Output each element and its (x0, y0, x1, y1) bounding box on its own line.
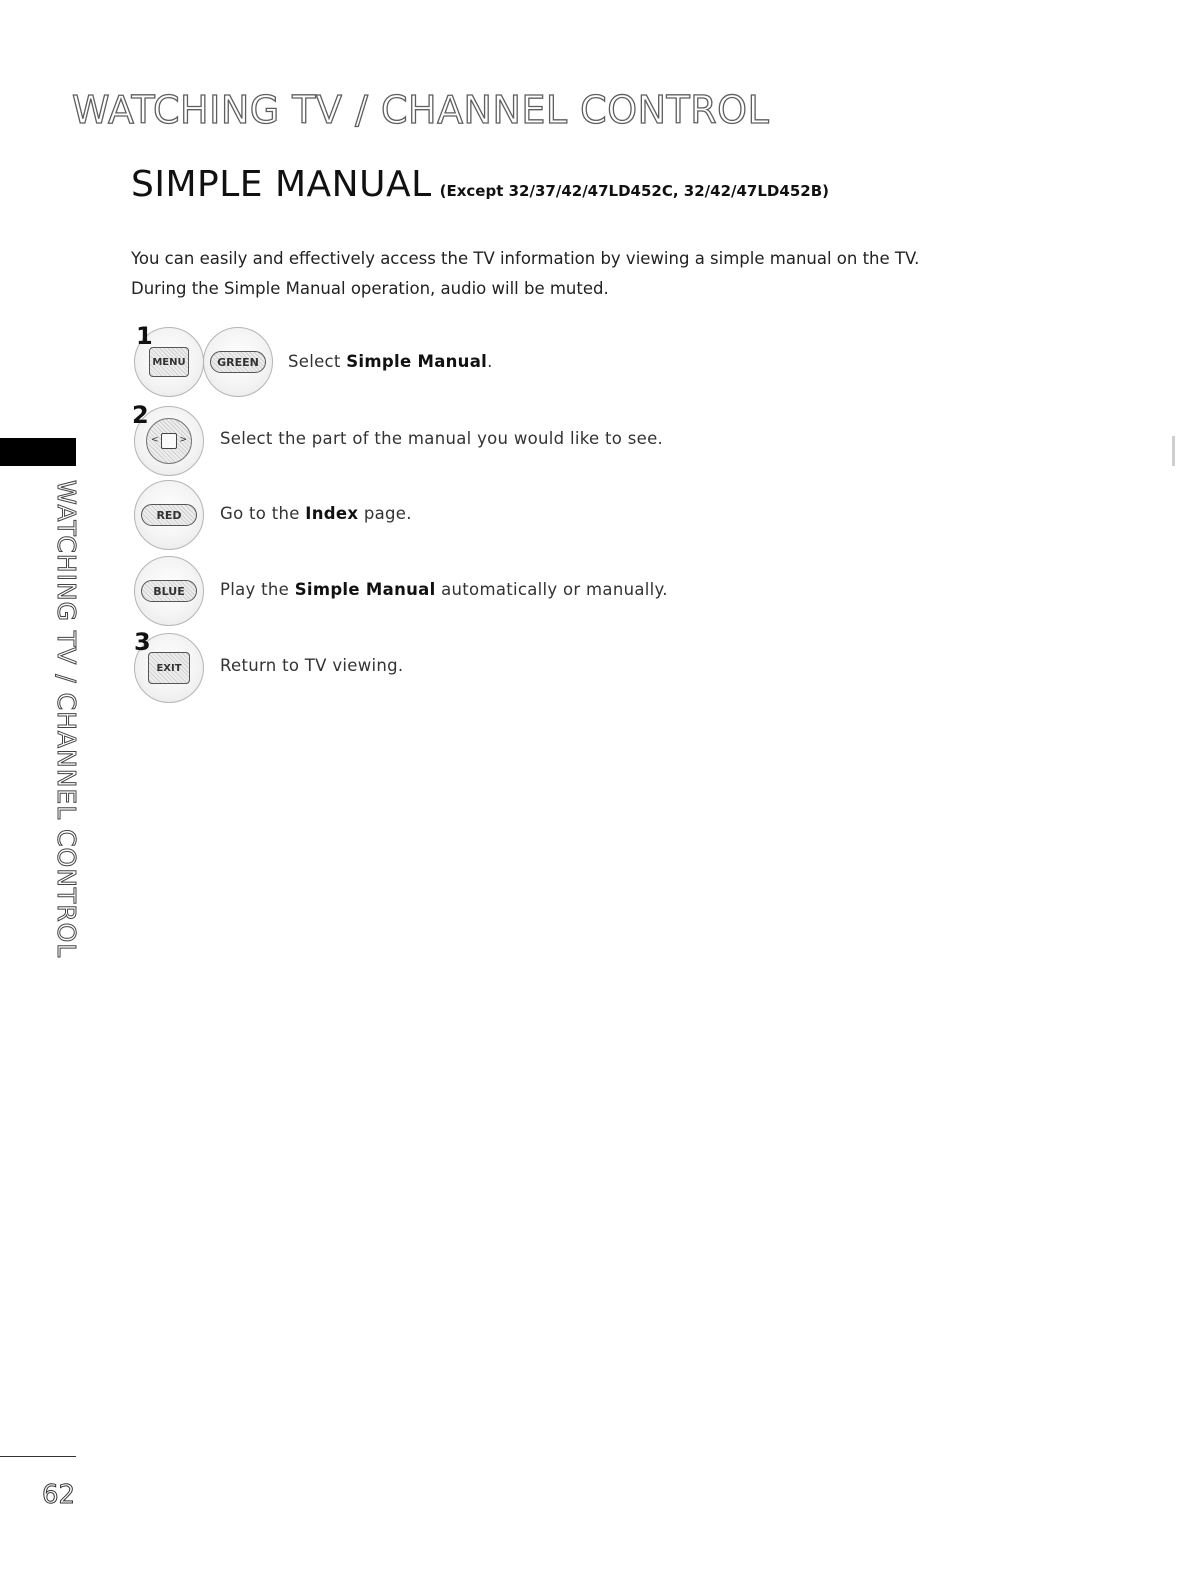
intro-line-1: You can easily and effectively access the TV information by viewing a simple manual on the TV. (131, 249, 920, 268)
intro-line-2: During the Simple Manual operation, audio will be muted. (131, 279, 609, 298)
blue-key-icon: BLUE (141, 580, 197, 602)
side-section-label: WATCHING TV / CHANNEL CONTROL (52, 480, 81, 959)
red-button-circle (134, 480, 204, 550)
step-3-text: Return to TV viewing. (220, 656, 404, 675)
green-button-circle (203, 327, 273, 397)
page-number: 62 (42, 1480, 76, 1510)
step-number-3: 3 (134, 628, 151, 656)
blue-step-text-before: Play the (220, 580, 295, 599)
green-key-icon: GREEN (210, 351, 266, 373)
menu-key-icon: MENU (149, 347, 189, 377)
red-step-text-after: page. (358, 504, 412, 523)
blue-step-text-after: automatically or manually. (435, 580, 668, 599)
navigation-key-icon (146, 418, 192, 464)
step-number-1: 1 (136, 322, 153, 350)
exit-key-icon: EXIT (148, 652, 190, 684)
blue-button-circle (134, 556, 204, 626)
blue-step-text (220, 580, 668, 599)
ok-key-icon (161, 433, 177, 449)
red-step-text-bold: Index (305, 504, 359, 523)
page-heading (131, 164, 829, 205)
intro-paragraph (131, 244, 919, 304)
blue-step-text-bold: Simple Manual (294, 580, 436, 599)
heading-subtitle: (Except 32/37/42/47LD452C, 32/42/47LD452B) (439, 182, 829, 200)
section-title: WATCHING TV / CHANNEL CONTROL (72, 88, 770, 132)
step-1-text-bold: Simple Manual (346, 352, 488, 371)
step-1-text-after: . (487, 352, 493, 371)
step-number-2: 2 (132, 401, 149, 429)
side-tab-marker (0, 438, 76, 466)
red-step-text (220, 504, 412, 523)
step-1-text-before: Select (288, 352, 347, 371)
footer-rule (0, 1456, 76, 1457)
heading-title: SIMPLE MANUAL (131, 164, 432, 205)
step-1-text (288, 352, 493, 371)
left-arrow-icon: < (151, 435, 159, 445)
step-2-text: Select the part of the manual you would like to see. (220, 429, 664, 448)
red-step-text-before: Go to the (220, 504, 306, 523)
right-edge-mark (1172, 436, 1175, 466)
red-key-icon: RED (141, 504, 197, 526)
right-arrow-icon: > (179, 435, 187, 445)
